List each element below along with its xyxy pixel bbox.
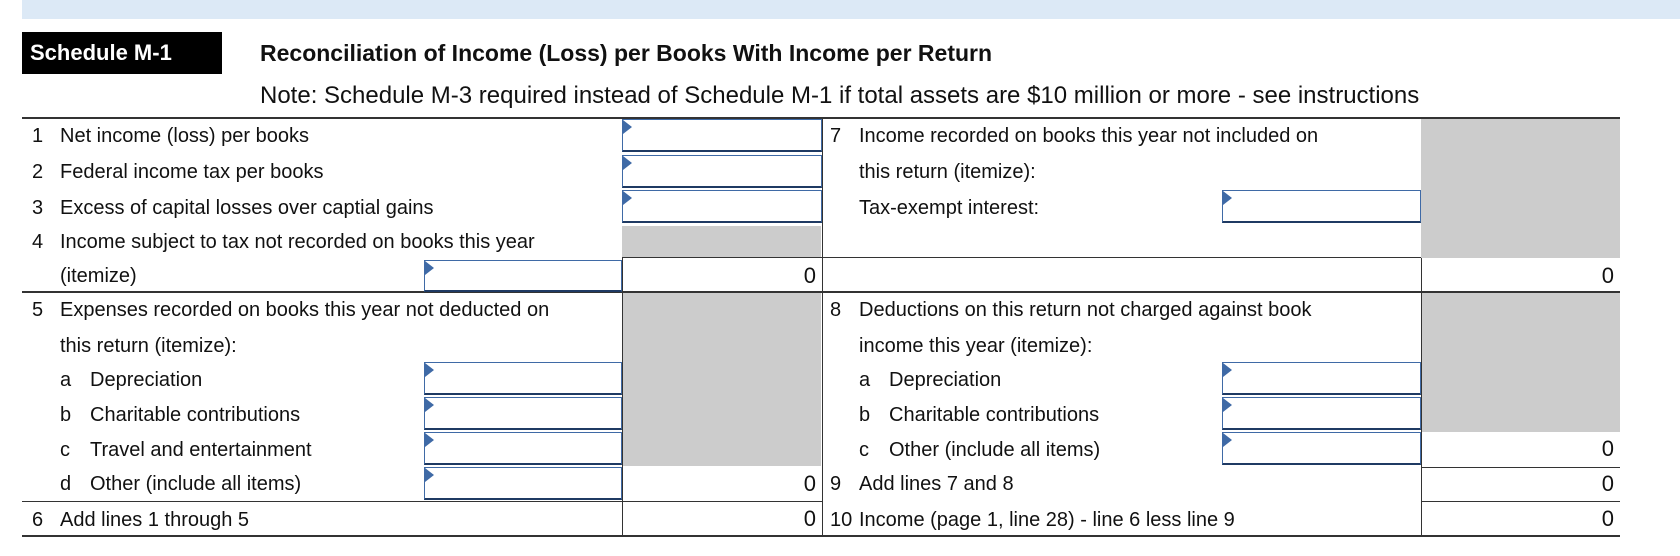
line7-tax-exempt-input[interactable] — [1222, 190, 1421, 223]
line4-number: 4 — [32, 231, 44, 253]
line5a-input[interactable] — [424, 362, 622, 395]
line5a-label: Depreciation — [90, 369, 203, 391]
shade-right-7 — [1421, 118, 1620, 258]
line8c-label: Other (include all items) — [889, 439, 1101, 461]
line5a-letter: a — [60, 369, 72, 391]
line10-label: Income (page 1, line 28) - line 6 less line 9 — [859, 509, 1235, 531]
line8b-label: Charitable contributions — [889, 404, 1100, 426]
rule-line9 — [1421, 501, 1620, 502]
line7-label: Income recorded on books this year not included on — [859, 125, 1319, 147]
schedule-title: Reconciliation of Income (Loss) per Books With Income per Return — [260, 40, 993, 66]
line7-label-cont: this return (itemize): — [859, 161, 1036, 183]
rule-line7 — [822, 257, 1421, 258]
line5-total: 0 — [803, 471, 816, 496]
line10-total: 0 — [1601, 506, 1614, 531]
shade-right-8 — [1421, 292, 1620, 432]
line8-total: 0 — [1601, 436, 1614, 461]
line5d-input[interactable] — [424, 467, 622, 500]
line5b-label: Charitable contributions — [90, 404, 301, 426]
top-band — [22, 0, 1680, 19]
rule-mid — [22, 291, 1620, 293]
shade-left-4 — [622, 226, 821, 258]
line5b-input[interactable] — [424, 397, 622, 430]
line5-label: Expenses recorded on books this year not deducted on — [60, 299, 550, 321]
shade-left-5 — [622, 292, 821, 466]
line8-number: 8 — [830, 299, 842, 321]
line1-label: Net income (loss) per books — [60, 125, 309, 147]
line8c-input[interactable] — [1222, 432, 1421, 465]
line2-number: 2 — [32, 161, 44, 183]
line8-label-cont: income this year (itemize): — [859, 335, 1093, 357]
line8a-letter: a — [859, 369, 871, 391]
line10-number: 10 — [830, 509, 853, 531]
rule-line5d — [22, 501, 822, 502]
line3-input[interactable] — [622, 190, 822, 223]
rule-line8c — [1421, 467, 1620, 468]
line3-number: 3 — [32, 197, 44, 219]
line5b-letter: b — [60, 404, 72, 426]
line8-label: Deductions on this return not charged against book — [859, 299, 1312, 321]
line8b-input[interactable] — [1222, 397, 1421, 430]
line5-label-cont: this return (itemize): — [60, 335, 237, 357]
rule-vert-center — [822, 118, 823, 535]
line5-number: 5 — [32, 299, 44, 321]
line9-label: Add lines 7 and 8 — [859, 473, 1014, 495]
line6-label: Add lines 1 through 5 — [60, 509, 250, 531]
line5c-label: Travel and entertainment — [90, 439, 312, 461]
line8a-label: Depreciation — [889, 369, 1002, 391]
line8b-letter: b — [859, 404, 871, 426]
schedule-note: Note: Schedule M-3 required instead of Schedule M-1 if total assets are $10 million or more - see instructions — [260, 82, 1420, 109]
line8a-input[interactable] — [1222, 362, 1421, 395]
rule-bottom — [22, 535, 1620, 537]
line5d-label: Other (include all items) — [90, 473, 302, 495]
line3-label: Excess of capital losses over captial gains — [60, 197, 434, 219]
line4-total: 0 — [803, 263, 816, 288]
line1-input[interactable] — [622, 119, 822, 152]
line9-number: 9 — [830, 473, 842, 495]
line2-input[interactable] — [622, 155, 822, 188]
line9-total: 0 — [1601, 471, 1614, 496]
line4-label-cont: (itemize) — [60, 265, 137, 287]
line5c-letter: c — [60, 439, 70, 461]
rule-line4 — [622, 257, 822, 258]
line7-number: 7 — [830, 125, 842, 147]
line7-total: 0 — [1601, 263, 1614, 288]
line2-label: Federal income tax per books — [60, 161, 324, 183]
line6-total: 0 — [803, 506, 816, 531]
line5c-input[interactable] — [424, 432, 622, 465]
line8c-letter: c — [859, 439, 869, 461]
line4-input[interactable] — [424, 260, 622, 292]
line6-number: 6 — [32, 509, 44, 531]
schedule-label: Schedule M-1 — [22, 32, 222, 74]
line7-tax-exempt-label: Tax-exempt interest: — [859, 197, 1040, 219]
line4-label: Income subject to tax not recorded on books this year — [60, 231, 535, 253]
line5d-letter: d — [60, 473, 72, 495]
line1-number: 1 — [32, 125, 44, 147]
